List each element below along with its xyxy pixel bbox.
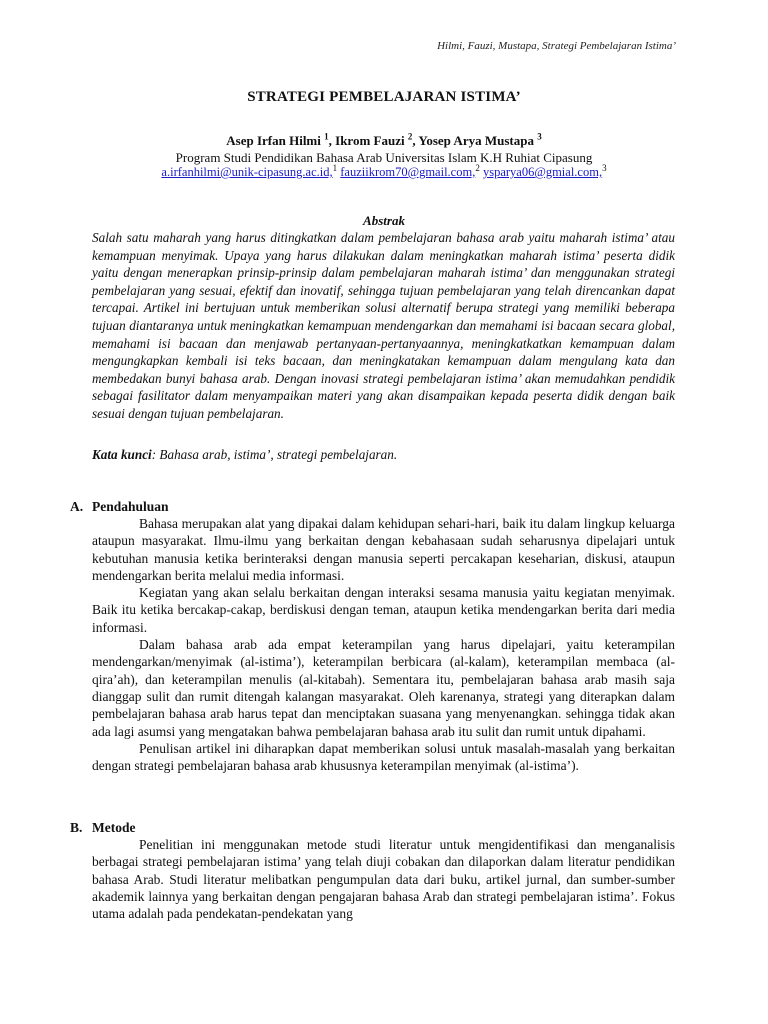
- section-heading-pendahuluan: [70, 499, 169, 515]
- paragraph: Penelitian ini menggunakan metode studi literatur untuk mengidentifikasi dan menganalisis berbagai strategi pembelajaran istima’ yang telah diuji cobakan dan dilaporkan dalam literatur pendidikan bahasa Arab. Studi literatur melibatkan pengumpulan data dari buku, artikel jurnal, dan sumber-sumber akademik lainnya yang berkaitan dengan pengajaran bahasa Arab dan strategi pembelajaran istima’. Fokus utama adalah pada pendekatan-pendekatan yang: [92, 837, 675, 922]
- section-title: Pendahuluan: [92, 499, 169, 514]
- affiliation: Program Studi Pendidikan Bahasa Arab Universitas Islam K.H Ruhiat Cipasung: [175, 150, 593, 165]
- keywords-text: : Bahasa arab, istima’, strategi pembelajaran.: [151, 447, 398, 462]
- paragraph: Kegiatan yang akan selalu berkaitan dengan interaksi sesama manusia yaitu kegiatan menyimak. Baik itu ketika bercakap-cakap, berdiskusi dengan teman, ataupun ketika mendengarkan berita dari media informasi.: [92, 585, 675, 635]
- author-superscript: 2: [407, 131, 413, 142]
- paragraph: Dalam bahasa arab ada empat keterampilan yang harus dipelajari, yaitu keterampilan mendengarkan/menyimak (al-istima’), keterampilan berbicara (al-kalam), keterampilan membaca (al-qira’ah), dan keterampilan menulis (al-kitabah). Sementara itu, pembelajaran bahasa arab masih saja dianggap sulit dan rumit ditengah kalangan masyarakat. Oleh karenanya, strategi yang diterapkan dalam pembelajaran bahasa arab harus tepat dan menciptakan suasana yang menyenangkan. sehingga tidak akan ada lagi asumsi yang mengatakan bahwa pembelajaran bahasa arab itu sulit dan rumit untuk dipahami.: [92, 637, 675, 739]
- email-superscript: 3: [602, 162, 607, 173]
- author-name: Asep Irfan Hilmi: [226, 133, 321, 148]
- email-link[interactable]: fauziikrom70@gmail.com,: [340, 165, 476, 179]
- section-body-metode: [92, 836, 675, 922]
- author-list: Asep Irfan Hilmi $^1$, Ikrom Fauzi $^2$, Yosep Arya Mustapa $^3$: [226, 131, 542, 148]
- section-title: Metode: [92, 820, 136, 835]
- author-superscript: 1: [324, 131, 329, 142]
- author-name: Yosep Arya Mustapa: [418, 133, 534, 148]
- running-head: Hilmi, Fauzi, Mustapa, Strategi Pembelajaran Istima’: [437, 40, 676, 52]
- section-number: A.: [70, 499, 84, 514]
- email-link[interactable]: a.irfanhilmi@unik-cipasung.ac.id,: [161, 165, 333, 179]
- abstract-heading: Abstrak: [363, 213, 405, 228]
- section-heading-metode: [70, 820, 135, 836]
- email-superscript: 2: [475, 162, 480, 173]
- author-name: Ikrom Fauzi: [335, 133, 405, 148]
- abstract-text: Salah satu maharah yang harus ditingkatkan dalam pembelajaran bahasa arab yaitu maharah istima’ atau kemampuan menyimak. Upaya yang harus dilakukan dalam meningkatkan maharah istima’ peserta didik yaitu dengan menerapkan prinsip-prinsip dalam pembelajaran maharah istima’ dan menggunakan strategi pembelajaran yang sesuai, efektif dan inovatif, sehingga tujuan pembelajaran yang telah direncankan dapat tercapai. Artikel ini bertujuan untuk memberikan solusi alternatif berupa strategi yang memiliki beberapa tujuan diantaranya untuk meningkatkan kemampuan mendengarkan dan memahami isi bacaan secara global, memahami isi bacaan dan menjawab pertanyaan-pertanyaannya, meningkatkatkan kemampuan dalam mengungkapkan kembali isi teks bacaan, dan meningkatakan kemampuan dalam mengulang kata dan membedakan bunyi bahasa arab. Dengan inovasi strategi pembelajaran istima’ akan memudahkan pendidik sebagai fasilitator dalam menyampaikan materi yang akan disampaikan kepada peserta didik dengan baik sesuai dengan tujuan pembelajaran.: [92, 230, 675, 421]
- paragraph: Bahasa merupakan alat yang dipakai dalam kehidupan sehari-hari, baik itu dalam lingkup keluarga ataupun masyarakat. Ilmu-ilmu yang berkaitan dengan kebahasaan sudah seharusnya dipelajari untuk kebutuhan manusia ketika berinteraksi dengan manusia seperti percakapan keseharian, diskusi, ataupun mendengarkan berita melalui media informasi.: [92, 516, 675, 583]
- email-list: [0, 162, 768, 180]
- paper-title: STRATEGI PEMBELAJARAN ISTIMA’: [247, 89, 521, 105]
- keywords: [92, 447, 675, 463]
- section-body-pendahuluan: [92, 515, 675, 774]
- email-superscript: 1: [332, 162, 338, 173]
- section-number: B.: [70, 820, 83, 835]
- author-superscript: 3: [537, 131, 542, 142]
- email-link[interactable]: ysparya06@gmial.com,: [482, 165, 603, 179]
- keywords-label: Kata kunci: [92, 447, 152, 462]
- paragraph: Penulisan artikel ini diharapkan dapat memberikan solusi untuk masalah-masalah yang berkaitan dengan strategi pembelajaran bahasa arab khususnya keterampilan menyimak (al-istima’).: [92, 740, 675, 774]
